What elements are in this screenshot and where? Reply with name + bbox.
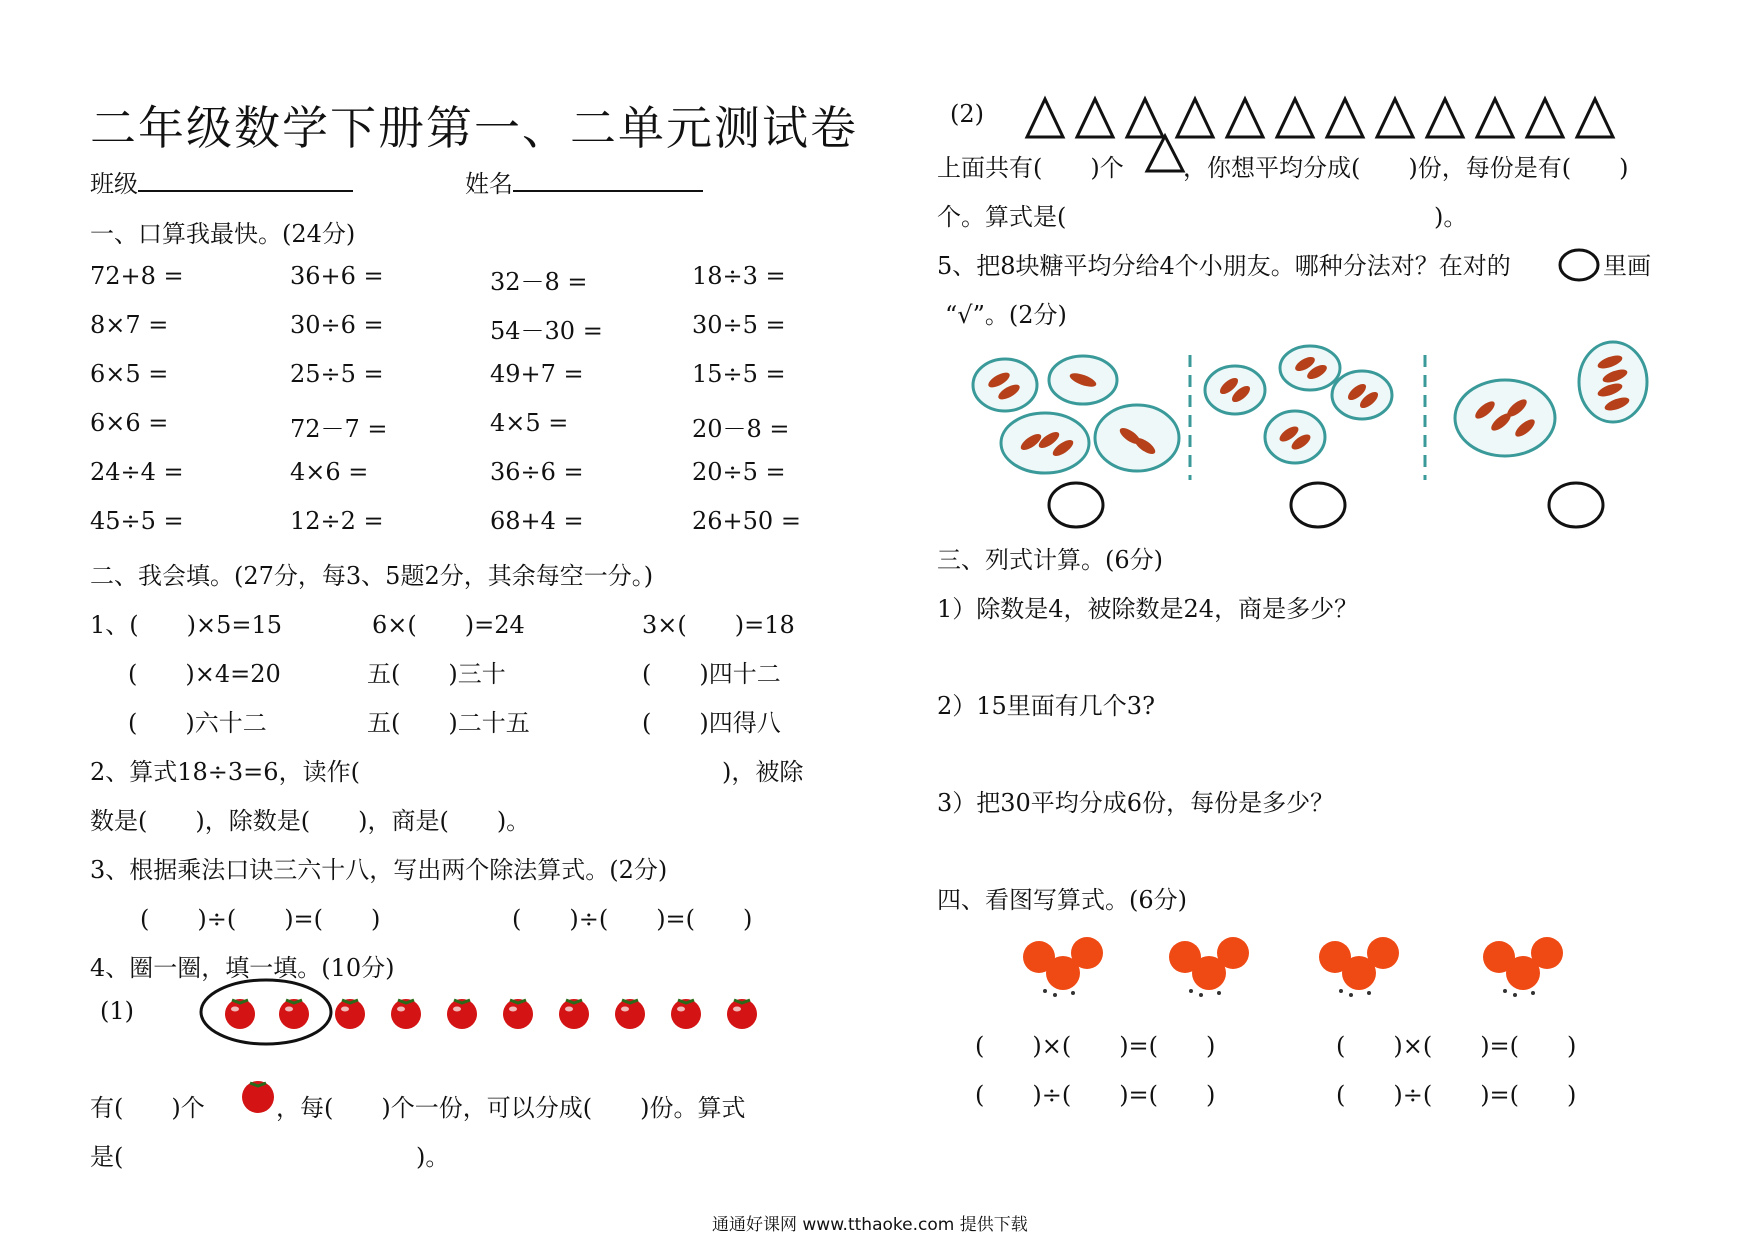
calc-item: 8×7 = (90, 311, 169, 339)
mul-blank-right: ( )×( )=( ) (1336, 1032, 1577, 1060)
div-blank-right: ( )÷( )=( ) (1336, 1081, 1577, 1109)
calc-item: 6×5 = (90, 360, 169, 388)
name-label: 姓名 (465, 170, 513, 198)
triangle-icon (1145, 133, 1185, 175)
name-blank[interactable] (513, 186, 703, 192)
fill-item: 1、( )×5=15 (90, 611, 283, 639)
q2-line1-end: )，被除 (722, 758, 804, 786)
calc-item: 6×6 = (90, 409, 169, 437)
calc-item: 36÷6 = (490, 458, 584, 486)
calc-item: 36+6 = (290, 262, 384, 290)
q5-line1-end: 里画 (1603, 252, 1651, 280)
tomato-icon (671, 999, 701, 1029)
q3-heading: 3、根据乘法口诀三六十八，写出两个除法算式。(2分) (90, 856, 668, 884)
calc-item: 4×6 = (290, 458, 369, 486)
q4-heading: 4、圈一圈，填一填。(10分) (90, 954, 395, 982)
fill-item: ( )四得八 (642, 709, 781, 737)
class-label: 班级 (90, 170, 138, 198)
tomato-icon (335, 999, 365, 1029)
q5-line2: “√”。(2分) (945, 301, 1067, 329)
calc-item: 68+4 = (490, 507, 584, 535)
q4-part2-line2: 个。算式是( (937, 203, 1067, 231)
triangle-icon (1027, 99, 1063, 137)
triangle-icon (1277, 99, 1313, 137)
fill-item: 6×( )=24 (372, 611, 525, 639)
fill-item: 3×( )=18 (642, 611, 795, 639)
option-c-plates (1455, 342, 1647, 456)
tomato-icon (615, 999, 645, 1029)
fill-item: 五( )二十五 (367, 709, 530, 737)
q4-part2-line1-b: ，你想平均分成( )份，每份是有( ) (1183, 154, 1629, 182)
fill-item: ( )六十二 (128, 709, 267, 737)
triangle-icon (1427, 99, 1463, 137)
triangle-icon (1177, 99, 1213, 137)
candy-plate (1332, 371, 1392, 419)
candy-plate (1205, 366, 1265, 414)
calc-item: 20÷5 = (692, 458, 786, 486)
class-field (90, 164, 353, 199)
calc-item: 45÷5 = (90, 507, 184, 535)
triangle-icon (1127, 99, 1163, 137)
page-title: 二年级数学下册第一、二单元测试卷 (90, 101, 858, 155)
q5-line1: 5、把8块糖平均分给4个小朋友。哪种分法对？在对的 (937, 252, 1511, 280)
triangle-icon (1077, 99, 1113, 137)
fill-item: ( )四十二 (642, 660, 781, 688)
section2-heading: 二、我会填。(27分，每3、5题2分，其余每空一分。) (90, 562, 654, 590)
calc-item: 32－8 = (490, 268, 588, 296)
triangle-row (1025, 95, 1625, 143)
q2-line1: 2、算式18÷3=6，读作( (90, 758, 360, 786)
calc-item: 72+8 = (90, 262, 184, 290)
tomato-icon (279, 999, 309, 1029)
chick-group (1483, 937, 1563, 997)
chick-groups (1015, 925, 1615, 1005)
calc-item: 20－8 = (692, 415, 790, 443)
calc-item: 15÷5 = (692, 360, 786, 388)
tomato-icon (559, 999, 589, 1029)
tomato-icon (238, 1075, 278, 1115)
candy-plate (1265, 411, 1325, 463)
calc-item: 4×5 = (490, 409, 569, 437)
class-blank[interactable] (138, 186, 353, 192)
chick-group (1023, 937, 1103, 997)
calc-item: 12÷2 = (290, 507, 384, 535)
div-blank-left: ( )÷( )=( ) (975, 1081, 1216, 1109)
option-a-plates (973, 356, 1179, 473)
option-b-plates (1205, 346, 1392, 463)
calc-item: 72－7 = (290, 415, 388, 443)
q4-part1-label: (1) (100, 997, 134, 1025)
q4-part1-text-a: 有( )个 (90, 1094, 205, 1122)
fill-item: 五( )三十 (367, 660, 506, 688)
candy-plate (1280, 346, 1340, 390)
triangle-icon (1227, 99, 1263, 137)
calc-item: 30÷6 = (290, 311, 384, 339)
triangle-icon (1527, 99, 1563, 137)
q4-part2-line2-end: )。 (1434, 203, 1468, 231)
triangle-icon (1377, 99, 1413, 137)
calc-item: 18÷3 = (692, 262, 786, 290)
circle-icon (1557, 247, 1601, 283)
mul-blank-left: ( )×( )=( ) (975, 1032, 1216, 1060)
section4-heading: 四、看图写算式。(6分) (937, 886, 1187, 914)
q3-blank-b: ( )÷( )=( ) (512, 905, 753, 933)
q4-part1-text-c: 是( (90, 1143, 124, 1171)
tomato-icon (727, 999, 757, 1029)
q4-part1-text-d: )。 (416, 1143, 450, 1171)
calc-item: 49+7 = (490, 360, 584, 388)
tomato-icon (503, 999, 533, 1029)
triangle-icon (1327, 99, 1363, 137)
tomato-row (196, 975, 756, 1055)
calc-item: 30÷5 = (692, 311, 786, 339)
q4-part2-line1-a: 上面共有( )个 (937, 154, 1124, 182)
footer-text: 通通好课网 www.tthaoke.com 提供下载 (712, 1215, 1028, 1235)
calc-item: 26+50 = (692, 507, 801, 535)
triangle-icon (1477, 99, 1513, 137)
chick-group (1319, 937, 1399, 997)
tomato-icon (225, 999, 255, 1029)
calc-item: 24÷4 = (90, 458, 184, 486)
candy-plate (973, 359, 1037, 411)
answer-circle-a[interactable] (1046, 480, 1106, 530)
section1-heading: 一、口算我最快。(24分) (90, 220, 356, 248)
group-circle (201, 980, 331, 1044)
q4-part1-text-b: ，每( )个一份，可以分成( )份。算式 (276, 1094, 746, 1122)
triangle-icon (1577, 99, 1613, 137)
section3-q1: 1）除数是4，被除数是24，商是多少？ (937, 595, 1359, 623)
answer-circle-c[interactable] (1546, 480, 1606, 530)
q4-part2-label: (2) (950, 100, 984, 128)
name-field (465, 164, 703, 199)
calc-item: 54－30 = (490, 317, 603, 345)
tomato-icon (447, 999, 477, 1029)
section3-heading: 三、列式计算。(6分) (937, 546, 1163, 574)
q3-blank-a: ( )÷( )=( ) (140, 905, 381, 933)
chick-group (1169, 937, 1249, 997)
section3-q2: 2）15里面有几个3? (937, 692, 1155, 720)
answer-circle-b[interactable] (1288, 480, 1348, 530)
calc-item: 25÷5 = (290, 360, 384, 388)
q2-line2: 数是( )，除数是( )，商是( )。 (90, 807, 531, 835)
tomato-icon (391, 999, 421, 1029)
section3-q3: 3）把30平均分成6份，每份是多少？ (937, 789, 1335, 817)
fill-item: ( )×4=20 (128, 660, 281, 688)
